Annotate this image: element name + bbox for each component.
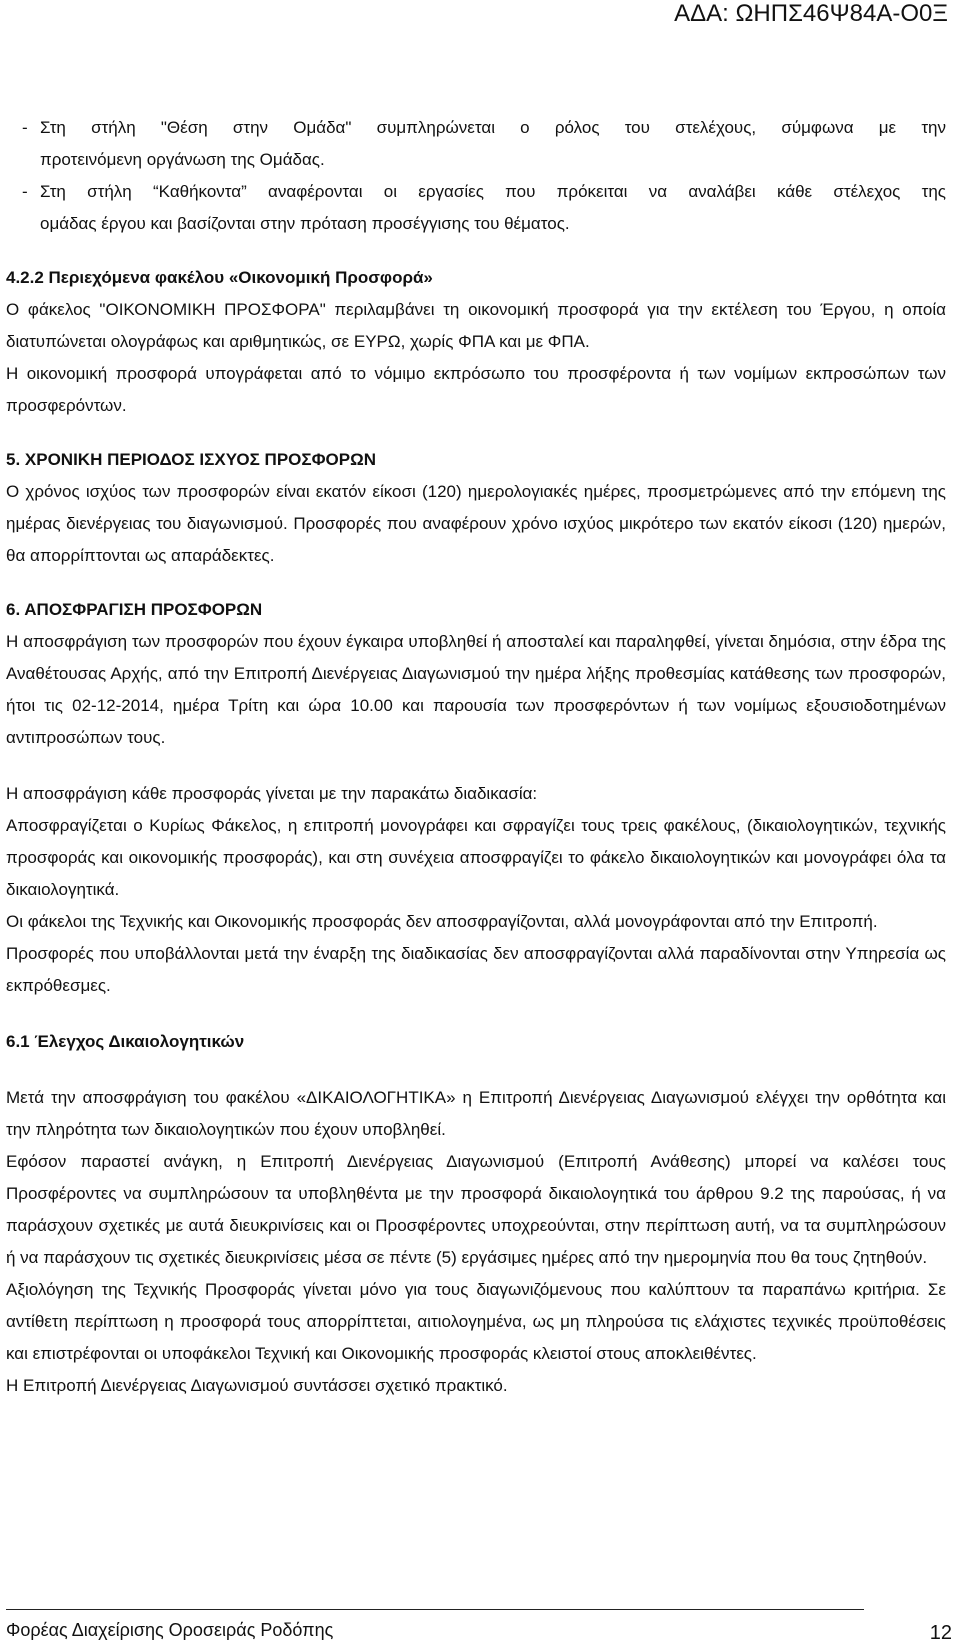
bullet-item xyxy=(6,176,946,240)
paragraph: Αποσφραγίζεται ο Κυρίως Φάκελος, η επιτροπή μονογράφει και σφραγίζει τους τρεις φακέλους, (δικαιολογητικών, τεχνικής προσφοράς και οικονομικής προσφοράς), και στη συνέχεια αποσφραγίζει το φάκελο δικαιολογητικών και μονογράφει όλα τα δικαιολογητικά. xyxy=(6,816,946,899)
bullet-item xyxy=(6,112,946,176)
bullet-text-line: προτεινόμενη οργάνωση της Ομάδας. xyxy=(40,150,325,169)
footer-organization: Φορέας Διαχείρισης Οροσειράς Ροδόπης xyxy=(6,1620,334,1640)
bullet-dash: - xyxy=(22,182,28,201)
ada-code: ΑΔΑ: ΩΗΠΣ46Ψ84Α-Ο0Ξ xyxy=(674,0,948,27)
paragraph: Ο φάκελος "ΟΙΚΟΝΟΜΙΚΗ ΠΡΟΣΦΟΡΑ" περιλαμβάνει τη οικονομική προσφορά για την εκτέλεση του Έργου, η οποία διατυπώνεται ολογράφως και αριθμητικώς, σε ΕΥΡΩ, χωρίς ΦΠΑ και με ΦΠΑ. xyxy=(6,300,946,351)
section-heading-5: 5. ΧΡΟΝΙΚΗ ΠΕΡΙΟΔΟΣ ΙΣΧΥΟΣ ΠΡΟΣΦΟΡΩΝ xyxy=(6,450,376,469)
paragraph: Η αποσφράγιση των προσφορών που έχουν έγκαιρα υποβληθεί ή αποσταλεί και παραληφθεί, γίνεται δημόσια, στην έδρα της Αναθέτουσας Αρχής, από την Επιτροπή Διενέργειας Διαγωνισμού την ημέρα λήξης προθεσμίας κατάθεσης των προσφορών, ήτοι τις 02-12-2014, ημέρα Τρίτη και ώρα 10.00 και παρουσία των προσφερόντων ή των νομίμως εξουσιοδοτημένων αντιπροσώπων τους. xyxy=(6,632,946,747)
page-number: 12 xyxy=(929,1622,952,1644)
paragraph: Ο χρόνος ισχύος των προσφορών είναι εκατόν είκοσι (120) ημερολογιακές ημέρες, προσμετρώμενες από την επόμενη της ημέρας διενέργειας του διαγωνισμού. Προσφορές που αναφέρουν χρόνο ισχύος μικρότερο των εκατόν είκοσι (120) ημερών, θα απορρίπτονται ως απαράδεκτες. xyxy=(6,482,946,565)
paragraph: Η οικονομική προσφορά υπογράφεται από το νόμιμο εκπρόσωπο του προσφέροντα ή των νομίμων εκπροσώπων των προσφερόντων. xyxy=(6,364,946,415)
section-heading-4-2-2: 4.2.2 Περιεχόμενα φακέλου «Οικονομική Προσφορά» xyxy=(6,268,433,287)
paragraph: Η Επιτροπή Διενέργειας Διαγωνισμού συντάσσει σχετικό πρακτικό. xyxy=(6,1376,508,1395)
paragraph: Εφόσον παραστεί ανάγκη, η Επιτροπή Διενέργειας Διαγωνισμού (Επιτροπή Ανάθεσης) μπορεί να καλέσει τους Προσφέροντες να συμπληρώσουν τα υποβληθέντα με την προσφορά δικαιολογητικά του άρθρου 9.2 της παρούσας, ή να παράσχουν σχετικές με αυτά διευκρινίσεις και οι Προσφέροντες υποχρεούνται, στην περίπτωση αυτή, να τα συμπληρώσουν ή να παράσχουν τις σχετικές διευκρινίσεις μέσα σε πέντε (5) εργάσιμες ημέρες από την ημερομηνία που θα τους ζητηθούν. xyxy=(6,1152,946,1267)
paragraph: Μετά την αποσφράγιση του φακέλου «ΔΙΚΑΙΟΛΟΓΗΤΙΚΑ» η Επιτροπή Διενέργειας Διαγωνισμού ελέγχει την ορθότητα και την πληρότητα των δικαιολογητικών που έχουν υποβληθεί. xyxy=(6,1088,946,1139)
bullet-text-line: ομάδας έργου και βασίζονται στην πρόταση προσέγγισης του θέματος. xyxy=(40,214,570,233)
bullet-dash: - xyxy=(22,118,28,137)
section-heading-6: 6. ΑΠΟΣΦΡΑΓΙΣΗ ΠΡΟΣΦΟΡΩΝ xyxy=(6,600,263,619)
paragraph: Η αποσφράγιση κάθε προσφοράς γίνεται με την παρακάτω διαδικασία: xyxy=(6,784,538,803)
document-body xyxy=(6,112,946,1402)
section-heading-6-1: 6.1 Έλεγχος Δικαιολογητικών xyxy=(6,1032,245,1051)
footer-divider xyxy=(6,1609,864,1610)
bullet-text-line: Στη στήλη "Θέση στην Ομάδα" συμπληρώνεται ο ρόλος του στελέχους, σύμφωνα με την xyxy=(40,118,946,137)
paragraph: Οι φάκελοι της Τεχνικής και Οικονομικής προσφοράς δεν αποσφραγίζονται, αλλά μονογράφονται από την Επιτροπή. xyxy=(6,912,878,931)
paragraph: Αξιολόγηση της Τεχνικής Προσφοράς γίνεται μόνο για τους διαγωνιζόμενους που καλύπτουν τα παραπάνω κριτήρια. Σε αντίθετη περίπτωση η προσφορά τους απορρίπτεται, αιτιολογημένα, ως μη πληρούσα τις ελάχιστες τεχνικές προϋποθέσεις και επιστρέφονται οι υποφάκελοι Τεχνική και Οικονομικής προσφοράς κλειστοί στους αποκλειθέντες. xyxy=(6,1280,946,1363)
paragraph: Προσφορές που υποβάλλονται μετά την έναρξη της διαδικασίας δεν αποσφραγίζονται αλλά παραδίνονται στην Υπηρεσία ως εκπρόθεσμες. xyxy=(6,944,946,995)
bullet-text-line: Στη στήλη “Καθήκοντα” αναφέρονται οι εργασίες που πρόκειται να αναλάβει κάθε στέλεχος της xyxy=(40,182,946,201)
